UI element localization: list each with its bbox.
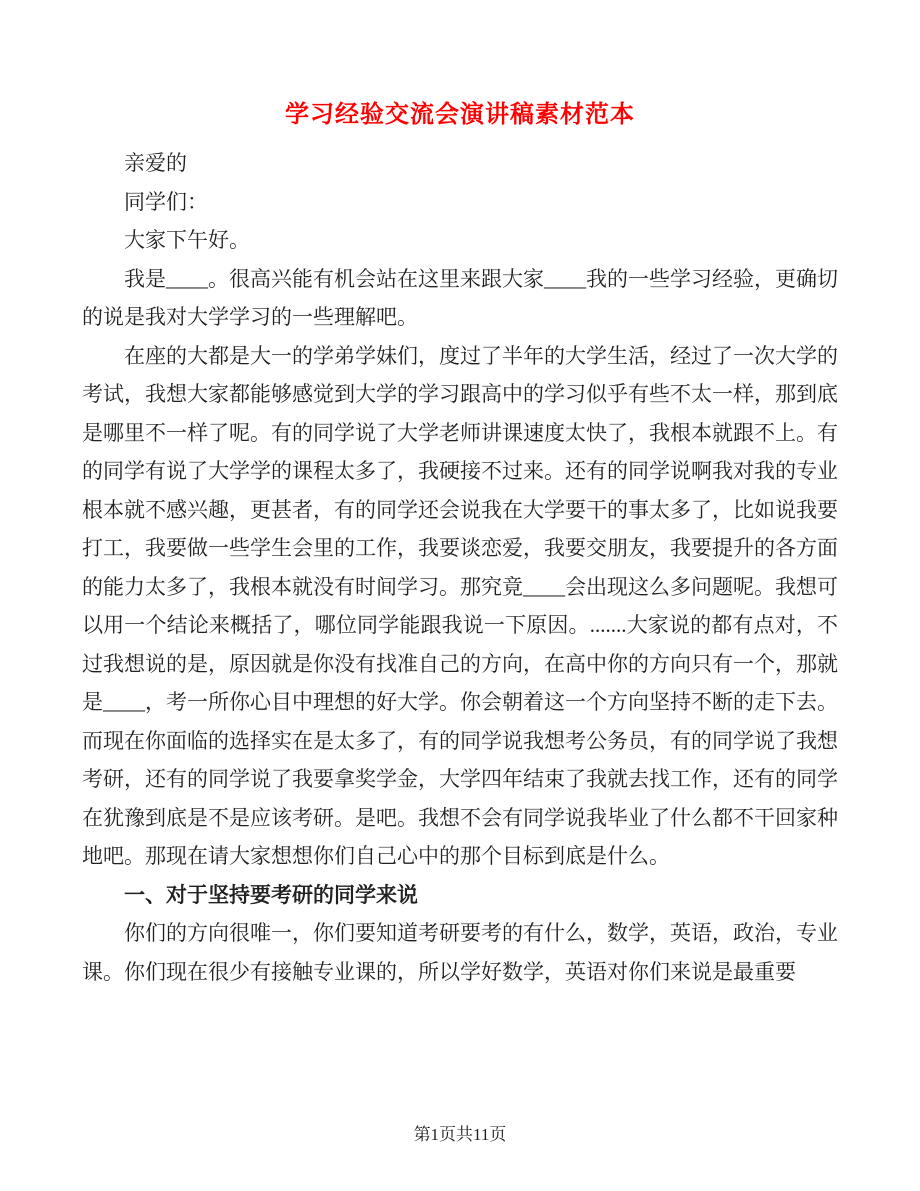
page-footer: [0, 1125, 920, 1145]
paragraph-salutation: 亲爱的: [124, 151, 187, 175]
paragraph-main-body: 在座的大都是大一的学弟学妹们，度过了半年的大学生活，经过了一次大学的考试，我想大家都能够感觉到大学的学习跟高中的学习似乎有些不太一样，那到底是哪里不一样了呢。有的同学说了大学老师讲课速度太快了，我根本就跟不上。有的同学有说了大学学的课程太多了，我硬接不过来。还有的同学说啊我对我的专业根本就不感兴趣，更甚者，有的同学还会说我在大学要干的事太多了，比如说我要打工，我要做一些学生会里的工作，我要谈恋爱，我要交朋友，我要提升的各方面的能力太多了，我根本就没有时间学习。那究竟____会出现这么多问题呢。我想可以用一个结论来概括了，哪位同学能跟我说一下原因。.......大家说的都有点对，不过我想说的是，原因就是你没有找准自己的方向，在高中你的方向只有一个，那就是____，考一所你心目中理想的好大学。你会朝着这一个方向坚持不断的走下去。而现在你面临的选择实在是太多了，有的同学说我想考公务员，有的同学说了我想考研，还有的同学说了我要拿奖学金，大学四年结束了我就去找工作，还有的同学在犹豫到底是不是应该考研。是吧。我想不会有同学说我毕业了什么都不干回家种地吧。那现在请大家想想你们自己心中的那个目标到底是什么。: [82, 343, 838, 868]
page-number: 第1页共11页: [413, 1125, 507, 1144]
document-title: 学习经验交流会演讲稿素材范本: [285, 102, 635, 128]
section-heading: 一、对于坚持要考研的同学来说: [124, 882, 418, 907]
paragraph-addressees: 同学们：: [124, 189, 208, 214]
paragraph-introduction: 我是____。很高兴能有机会站在这里来跟大家____我的一些学习经验，更确切的说是我对大学学习的一些理解吧。: [82, 266, 838, 329]
paragraph-greeting: 大家下午好。: [124, 228, 250, 252]
paragraph-section-body: 你们的方向很唯一，你们要知道考研要考的有什么，数学，英语，政治，专业课。你们现在很少有接触专业课的，所以学好数学，英语对你们来说是最重要: [82, 921, 838, 984]
